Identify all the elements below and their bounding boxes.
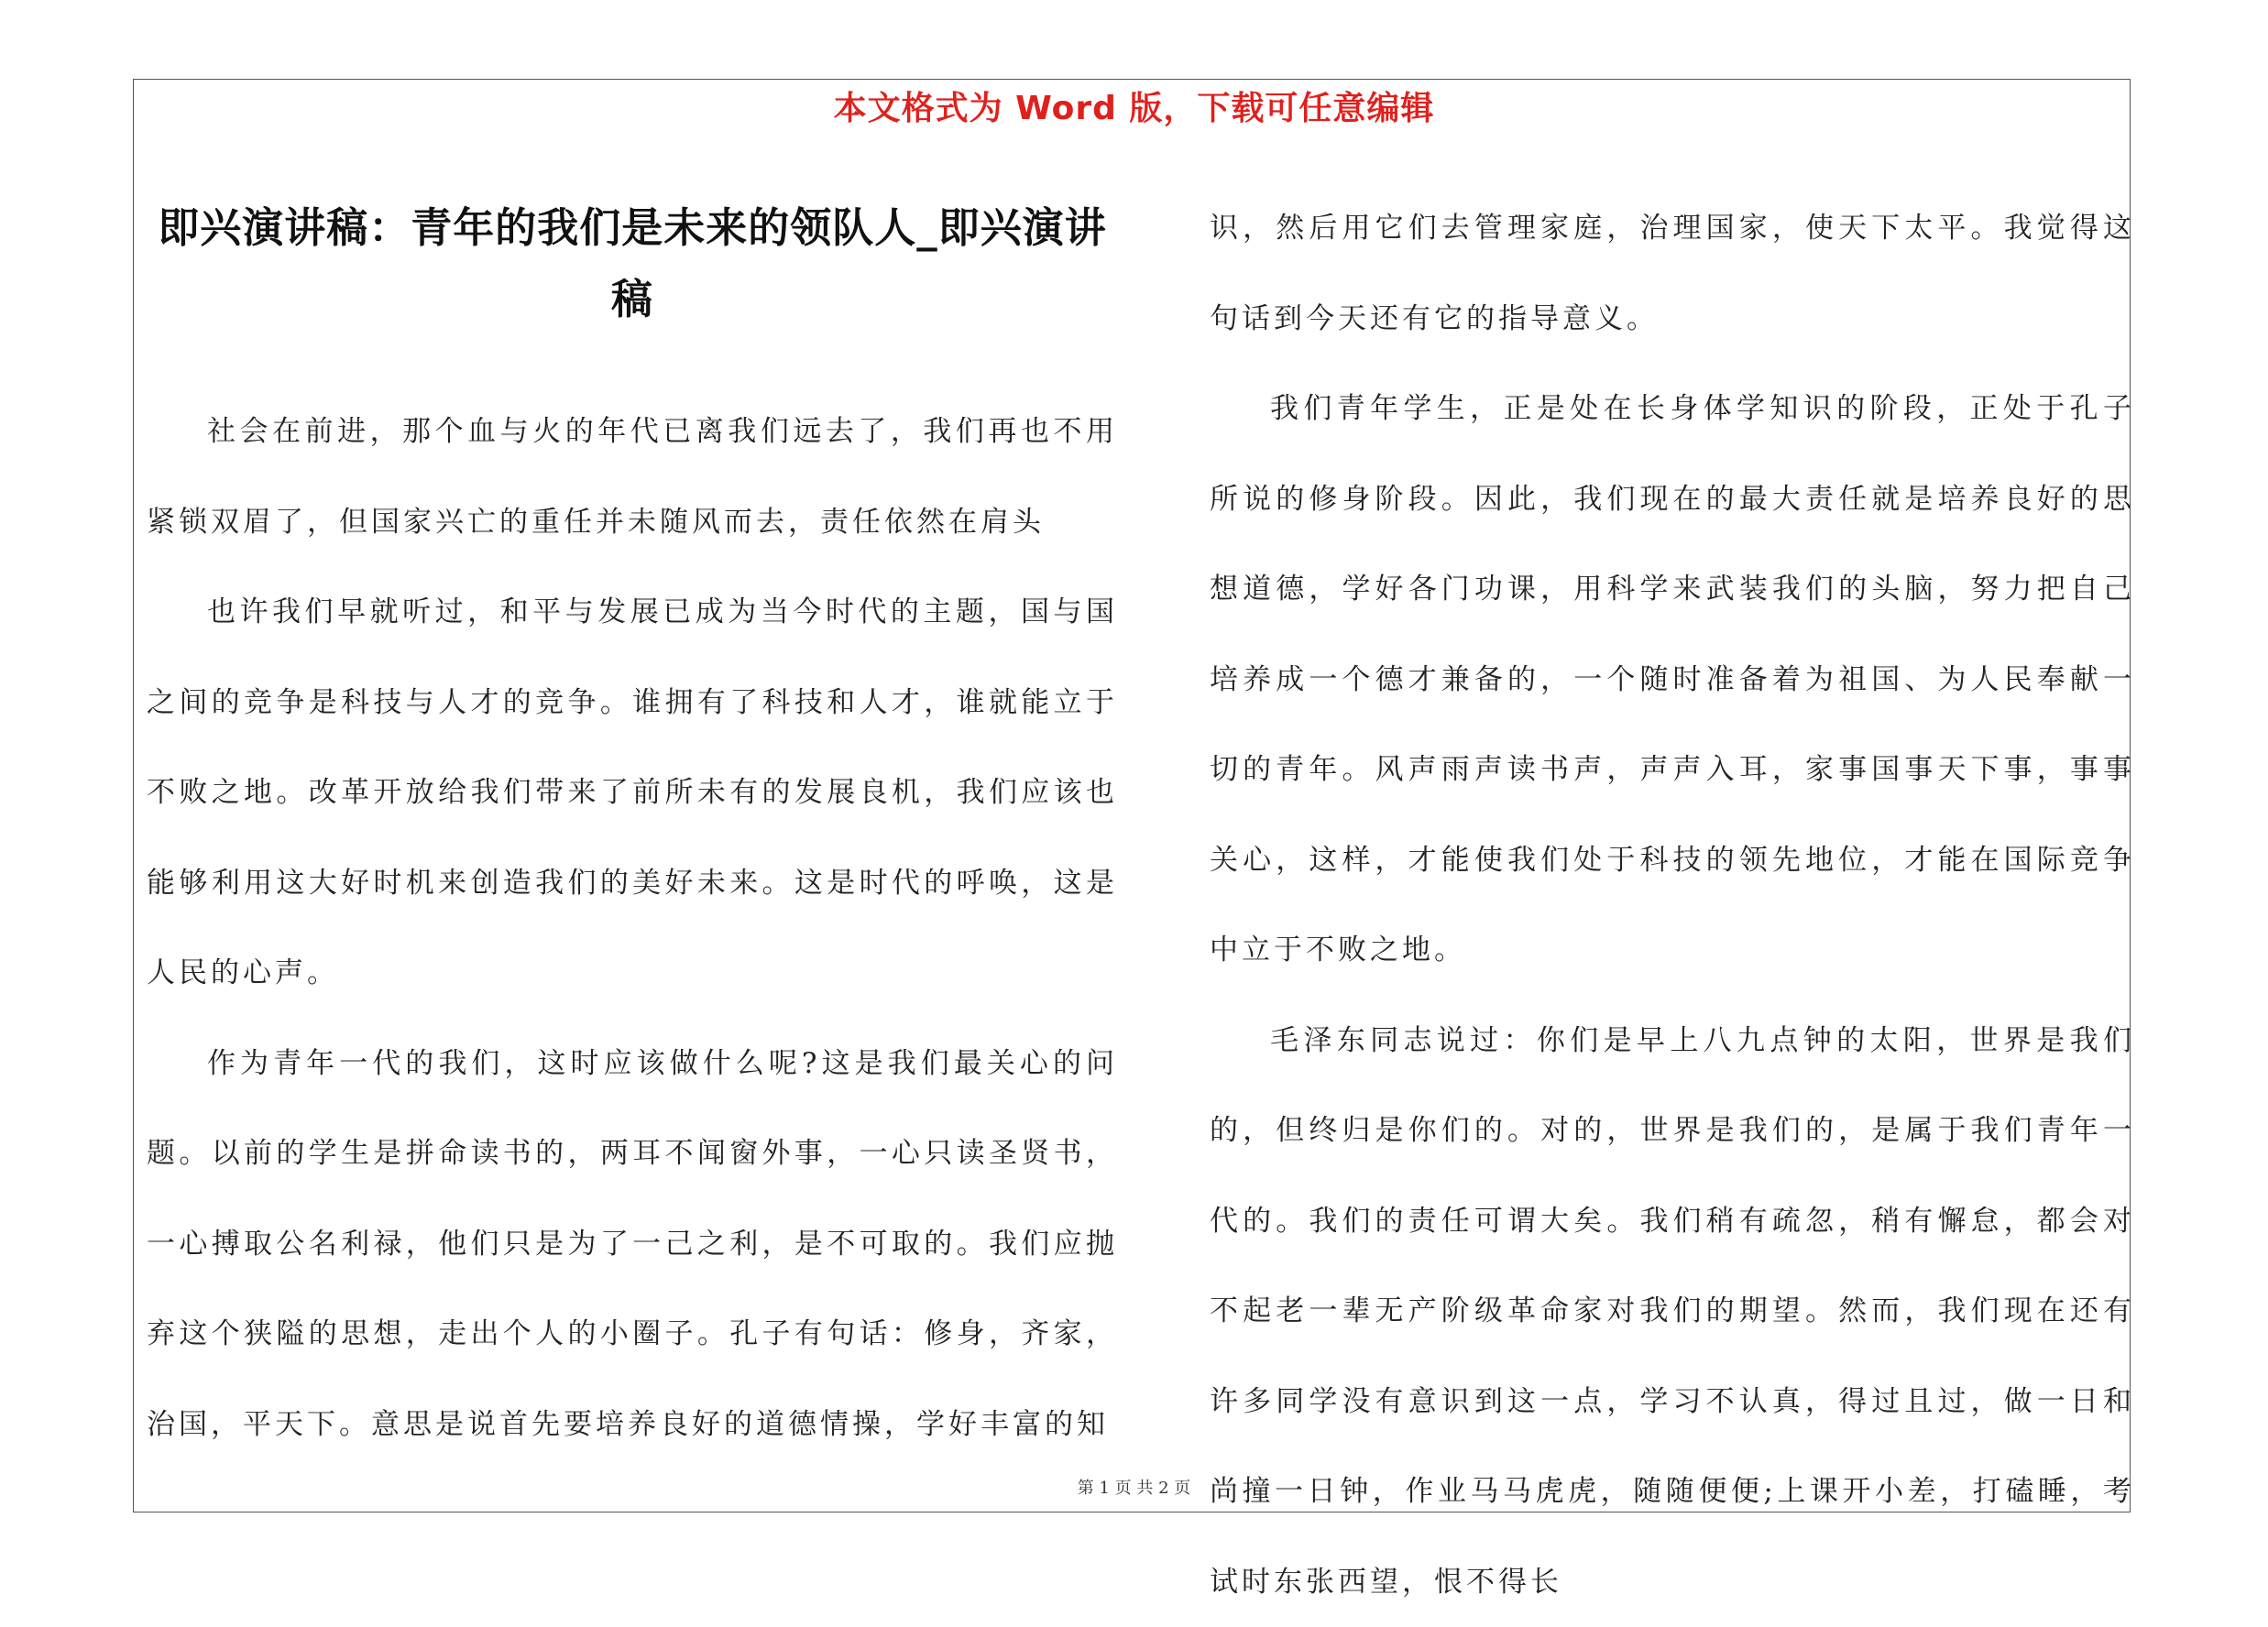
left-column <box>147 192 1118 1469</box>
paragraph: 社会在前进，那个血与火的年代已离我们远去了，我们再也不用紧锁双眉了，但国家兴亡的重任并未随风而去，责任依然在肩头 <box>147 387 1118 567</box>
paragraph-continued: 识，然后用它们去管理家庭，治理国家，使天下太平。我觉得这句话到今天还有它的指导意义。 <box>1210 183 2135 364</box>
document-title: 即兴演讲稿：青年的我们是未来的领队人_即兴演讲稿 <box>147 192 1118 335</box>
paragraph: 作为青年一代的我们，这时应该做什么呢?这是我们最关心的问题。以前的学生是拼命读书的，两耳不闻窗外事，一心只读圣贤书，一心搏取公名利禄，他们只是为了一己之利，是不可取的。我们应抛弃这个狭隘的思想，走出个人的小圈子。孔子有句话：修身，齐家，治国，平天下。意思是说首先要培养良好的道德情操，学好丰富的知 <box>147 1019 1118 1470</box>
format-banner: 本文格式为 Word 版，下载可任意编辑 <box>0 82 2268 129</box>
page-number-footer: 第 1 页 共 2 页 <box>0 1475 2268 1499</box>
paragraph: 也许我们早就听过，和平与发展已成为当今时代的主题，国与国之间的竞争是科技与人才的竞争。谁拥有了科技和人才，谁就能立于不败之地。改革开放给我们带来了前所未有的发展良机，我们应该也能够利用这大好时机来创造我们的美好未来。这是时代的呼唤，这是人民的心声。 <box>147 567 1118 1019</box>
right-column <box>1210 183 2135 1627</box>
paragraph: 我们青年学生，正是处在长身体学知识的阶段，正处于孔子所说的修身阶段。因此，我们现在的最大责任就是培养良好的思想道德，学好各门功课，用科学来武装我们的头脑，努力把自己培养成一个德才兼备的，一个随时准备着为祖国、为人民奉献一切的青年。风声雨声读书声，声声入耳，家事国事天下事，事事关心，这样，才能使我们处于科技的领先地位，才能在国际竞争中立于不败之地。 <box>1210 364 2135 996</box>
paragraph: 毛泽东同志说过：你们是早上八九点钟的太阳，世界是我们的，但终归是你们的。对的，世界是我们的，是属于我们青年一代的。我们的责任可谓大矣。我们稍有疏忽，稍有懈怠，都会对不起老一辈无产阶级革命家对我们的期望。然而，我们现在还有许多同学没有意识到这一点，学习不认真，得过且过，做一日和尚撞一日钟，作业马马虎虎，随随便便;上课开小差，打磕睡，考试时东张西望，恨不得长 <box>1210 996 2135 1627</box>
